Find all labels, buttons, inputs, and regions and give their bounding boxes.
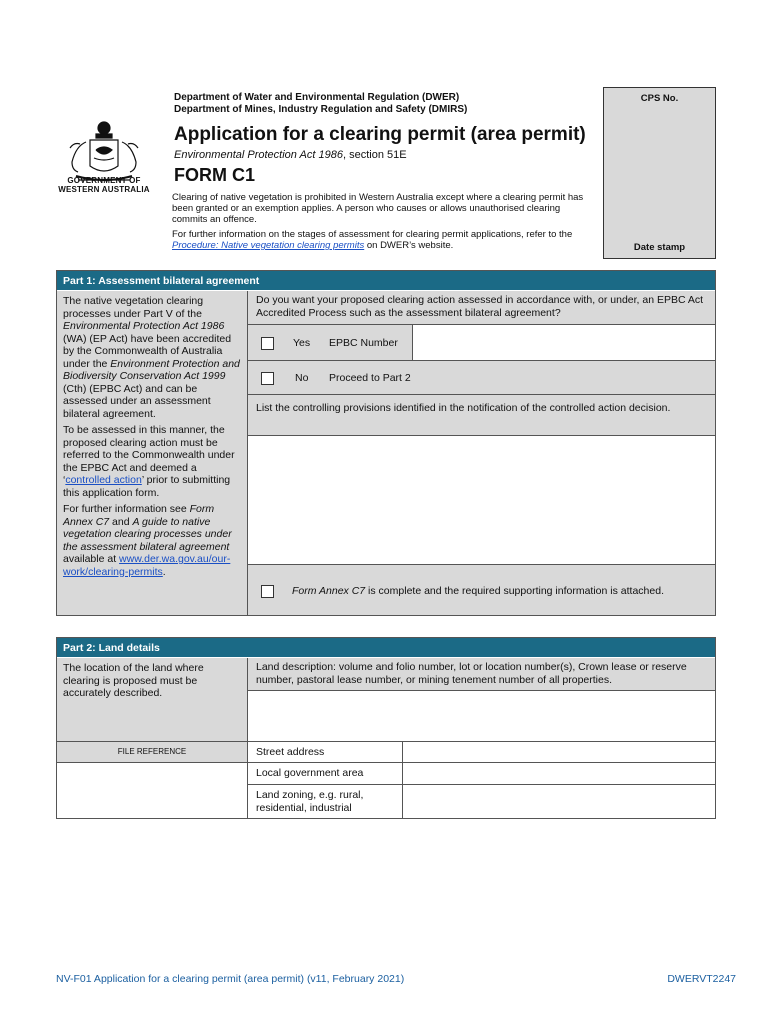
date-stamp-label: Date stamp [633, 242, 686, 253]
yes-label: Yes [293, 337, 311, 349]
epbc-question: Do you want your proposed clearing action assessed in accordance with, or under, an EPBC Act Accredited Process such as the assessment bilateral agreement? [247, 291, 715, 324]
footer-form-reference: NV-F01 Application for a clearing permit (area permit) (v11, February 2021) [56, 973, 405, 985]
land-zoning-label: Land zoning, e.g. rural, residential, industrial [247, 784, 402, 818]
controlled-action-link[interactable]: controlled action [65, 474, 142, 486]
land-zoning-input[interactable] [402, 784, 715, 818]
no-label: No [295, 372, 309, 384]
cps-no-label: CPS No. [640, 93, 679, 104]
footer-code: DWERVT2247 [667, 973, 736, 985]
form-number: FORM C1 [174, 165, 255, 185]
der-website-link[interactable]: www.der.wa.gov.au/our-work/clearing-permits [63, 553, 231, 578]
lga-label: Local government area [247, 762, 402, 784]
no-checkbox[interactable] [261, 372, 274, 385]
part2-section [56, 637, 716, 819]
part2-info: The location of the land where clearing is proposed must be accurately described. [57, 658, 247, 741]
procedure-link[interactable]: Procedure: Native vegetation clearing permits [172, 240, 365, 251]
proceed-to-part2-text: Proceed to Part 2 [329, 372, 411, 384]
epbc-number-label: EPBC Number [329, 337, 398, 349]
controlling-provisions-label: List the controlling provisions identified in the notification of the controlled action decision. [247, 394, 715, 435]
part1-section [56, 270, 716, 616]
cps-stamp-box [603, 87, 716, 259]
yes-checkbox[interactable] [261, 337, 274, 350]
part2-heading: Part 2: Land details [57, 638, 715, 657]
annex-c7-statement: Form Annex C7 is complete and the required supporting information is attached. [292, 585, 664, 597]
act-reference: Environmental Protection Act 1986, section 51E [174, 149, 407, 161]
land-description-label: Land description: volume and folio number, lot or location number(s), Crown lease or reserve number, pastoral lease number, or mining tenement number of all properties. [247, 658, 715, 690]
annex-c7-row [247, 564, 715, 615]
street-address-label: Street address [247, 741, 402, 762]
lga-input[interactable] [402, 762, 715, 784]
file-reference-input[interactable] [57, 762, 247, 818]
controlling-provisions-input[interactable] [247, 435, 715, 564]
epbc-number-input[interactable] [412, 324, 715, 360]
intro-text: Clearing of native vegetation is prohibited in Western Australia except where a clearing permit has been granted or an exemption applies. A person who causes or allows unauthorised clearing commits an offence. For further information on the stages of assessment for clearing permit applications, refer to the Procedure: Native vegetation clearing permits on DWER’s website. [172, 192, 584, 251]
yes-option-row [247, 324, 412, 360]
file-reference-label: FILE REFERENCE [57, 741, 247, 762]
part1-info: The native vegetation clearing processes under Part V of the Environmental Protection Act 1986 (WA) (EP Act) have been accredited by the Commonwealth of Australia under the Environment Protection and Biodiversity Conservation Act 1999 (Cth) (EPBC Act) and can be assessed under an assessment bilateral agreement. To be assessed in this manner, the proposed clearing action must be referred to the Commonwealth under the EPBC Act and deemed a ‘controlled action’ prior to submitting this application form. For further information see Form Annex C7 and A guide to native vegetation clearing processes under the assessment bilateral agreement available at www.der.wa.gov.au/our-work/clearing-permits. [57, 291, 247, 615]
annex-c7-checkbox[interactable] [261, 585, 274, 598]
department-names: Department of Water and Environmental Regulation (DWER) Department of Mines, Industry Regulation and Safety (DMIRS) [174, 92, 468, 115]
no-option-row [247, 360, 715, 394]
part1-heading: Part 1: Assessment bilateral agreement [57, 271, 715, 290]
government-of-wa-text: GOVERNMENT OF WESTERN AUSTRALIA [58, 176, 150, 194]
land-description-input[interactable] [247, 690, 715, 741]
street-address-input[interactable] [402, 741, 715, 762]
form-title: Application for a clearing permit (area permit) [174, 124, 586, 145]
